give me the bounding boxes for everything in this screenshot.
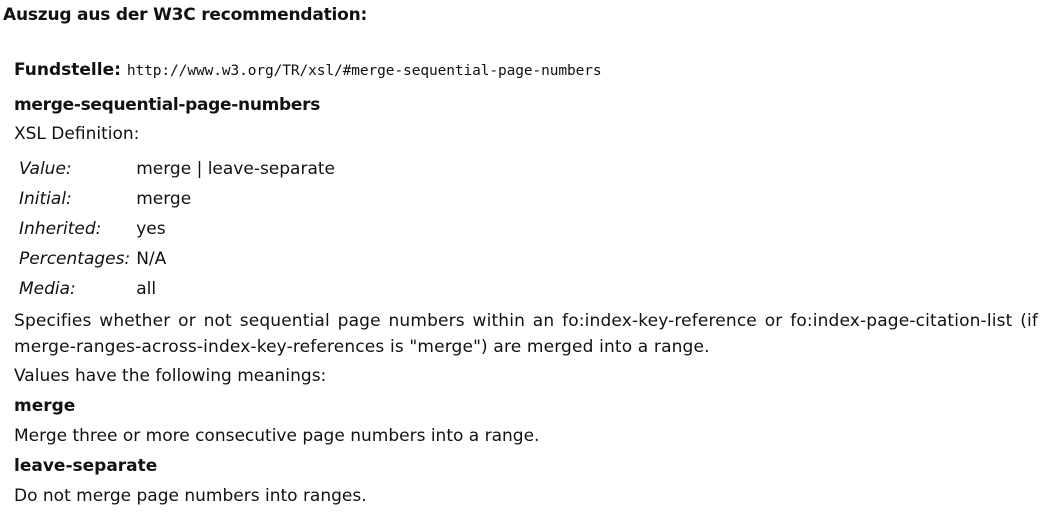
table-row bbox=[16, 214, 338, 244]
table-row bbox=[16, 154, 338, 184]
value-definition-leave-separate: Do not merge page numbers into ranges. bbox=[14, 486, 367, 506]
row-key: Percentages: bbox=[19, 249, 131, 269]
excerpt-heading: Auszug aus der W3C recommendation: bbox=[3, 5, 368, 25]
row-value: N/A bbox=[136, 249, 167, 269]
row-key: Media: bbox=[19, 279, 76, 299]
source-url: http://www.w3.org/TR/xsl/#merge-sequential-page-numbers bbox=[126, 63, 602, 79]
property-definition-table bbox=[16, 154, 338, 304]
row-key: Inherited: bbox=[19, 219, 102, 239]
row-key: Initial: bbox=[19, 189, 72, 209]
row-value: yes bbox=[136, 219, 166, 239]
row-value: merge | leave-separate bbox=[136, 159, 336, 179]
value-term-merge: merge bbox=[14, 396, 76, 416]
table-row bbox=[16, 244, 338, 274]
row-value: all bbox=[136, 279, 157, 299]
value-definition-merge: Merge three or more consecutive page numbers into a range. bbox=[14, 426, 540, 446]
source-reference bbox=[14, 58, 1038, 84]
xsl-definition-label: XSL Definition: bbox=[14, 124, 140, 144]
table-row bbox=[16, 184, 338, 214]
w3c-excerpt bbox=[14, 58, 1038, 508]
table-row bbox=[16, 274, 338, 304]
row-value: merge bbox=[136, 189, 192, 209]
values-intro: Values have the following meanings: bbox=[14, 366, 327, 386]
property-name: merge-sequential-page-numbers bbox=[14, 95, 321, 115]
source-label: Fundstelle: bbox=[14, 60, 121, 80]
row-key: Value: bbox=[19, 159, 72, 179]
value-term-leave-separate: leave-separate bbox=[14, 456, 158, 476]
property-description: Specifies whether or not sequential page numbers within an fo:index-key-reference or fo:index-page-citation-list (if merge-ranges-across-index-key-references is "merge") are merged into a range. bbox=[14, 311, 1038, 357]
